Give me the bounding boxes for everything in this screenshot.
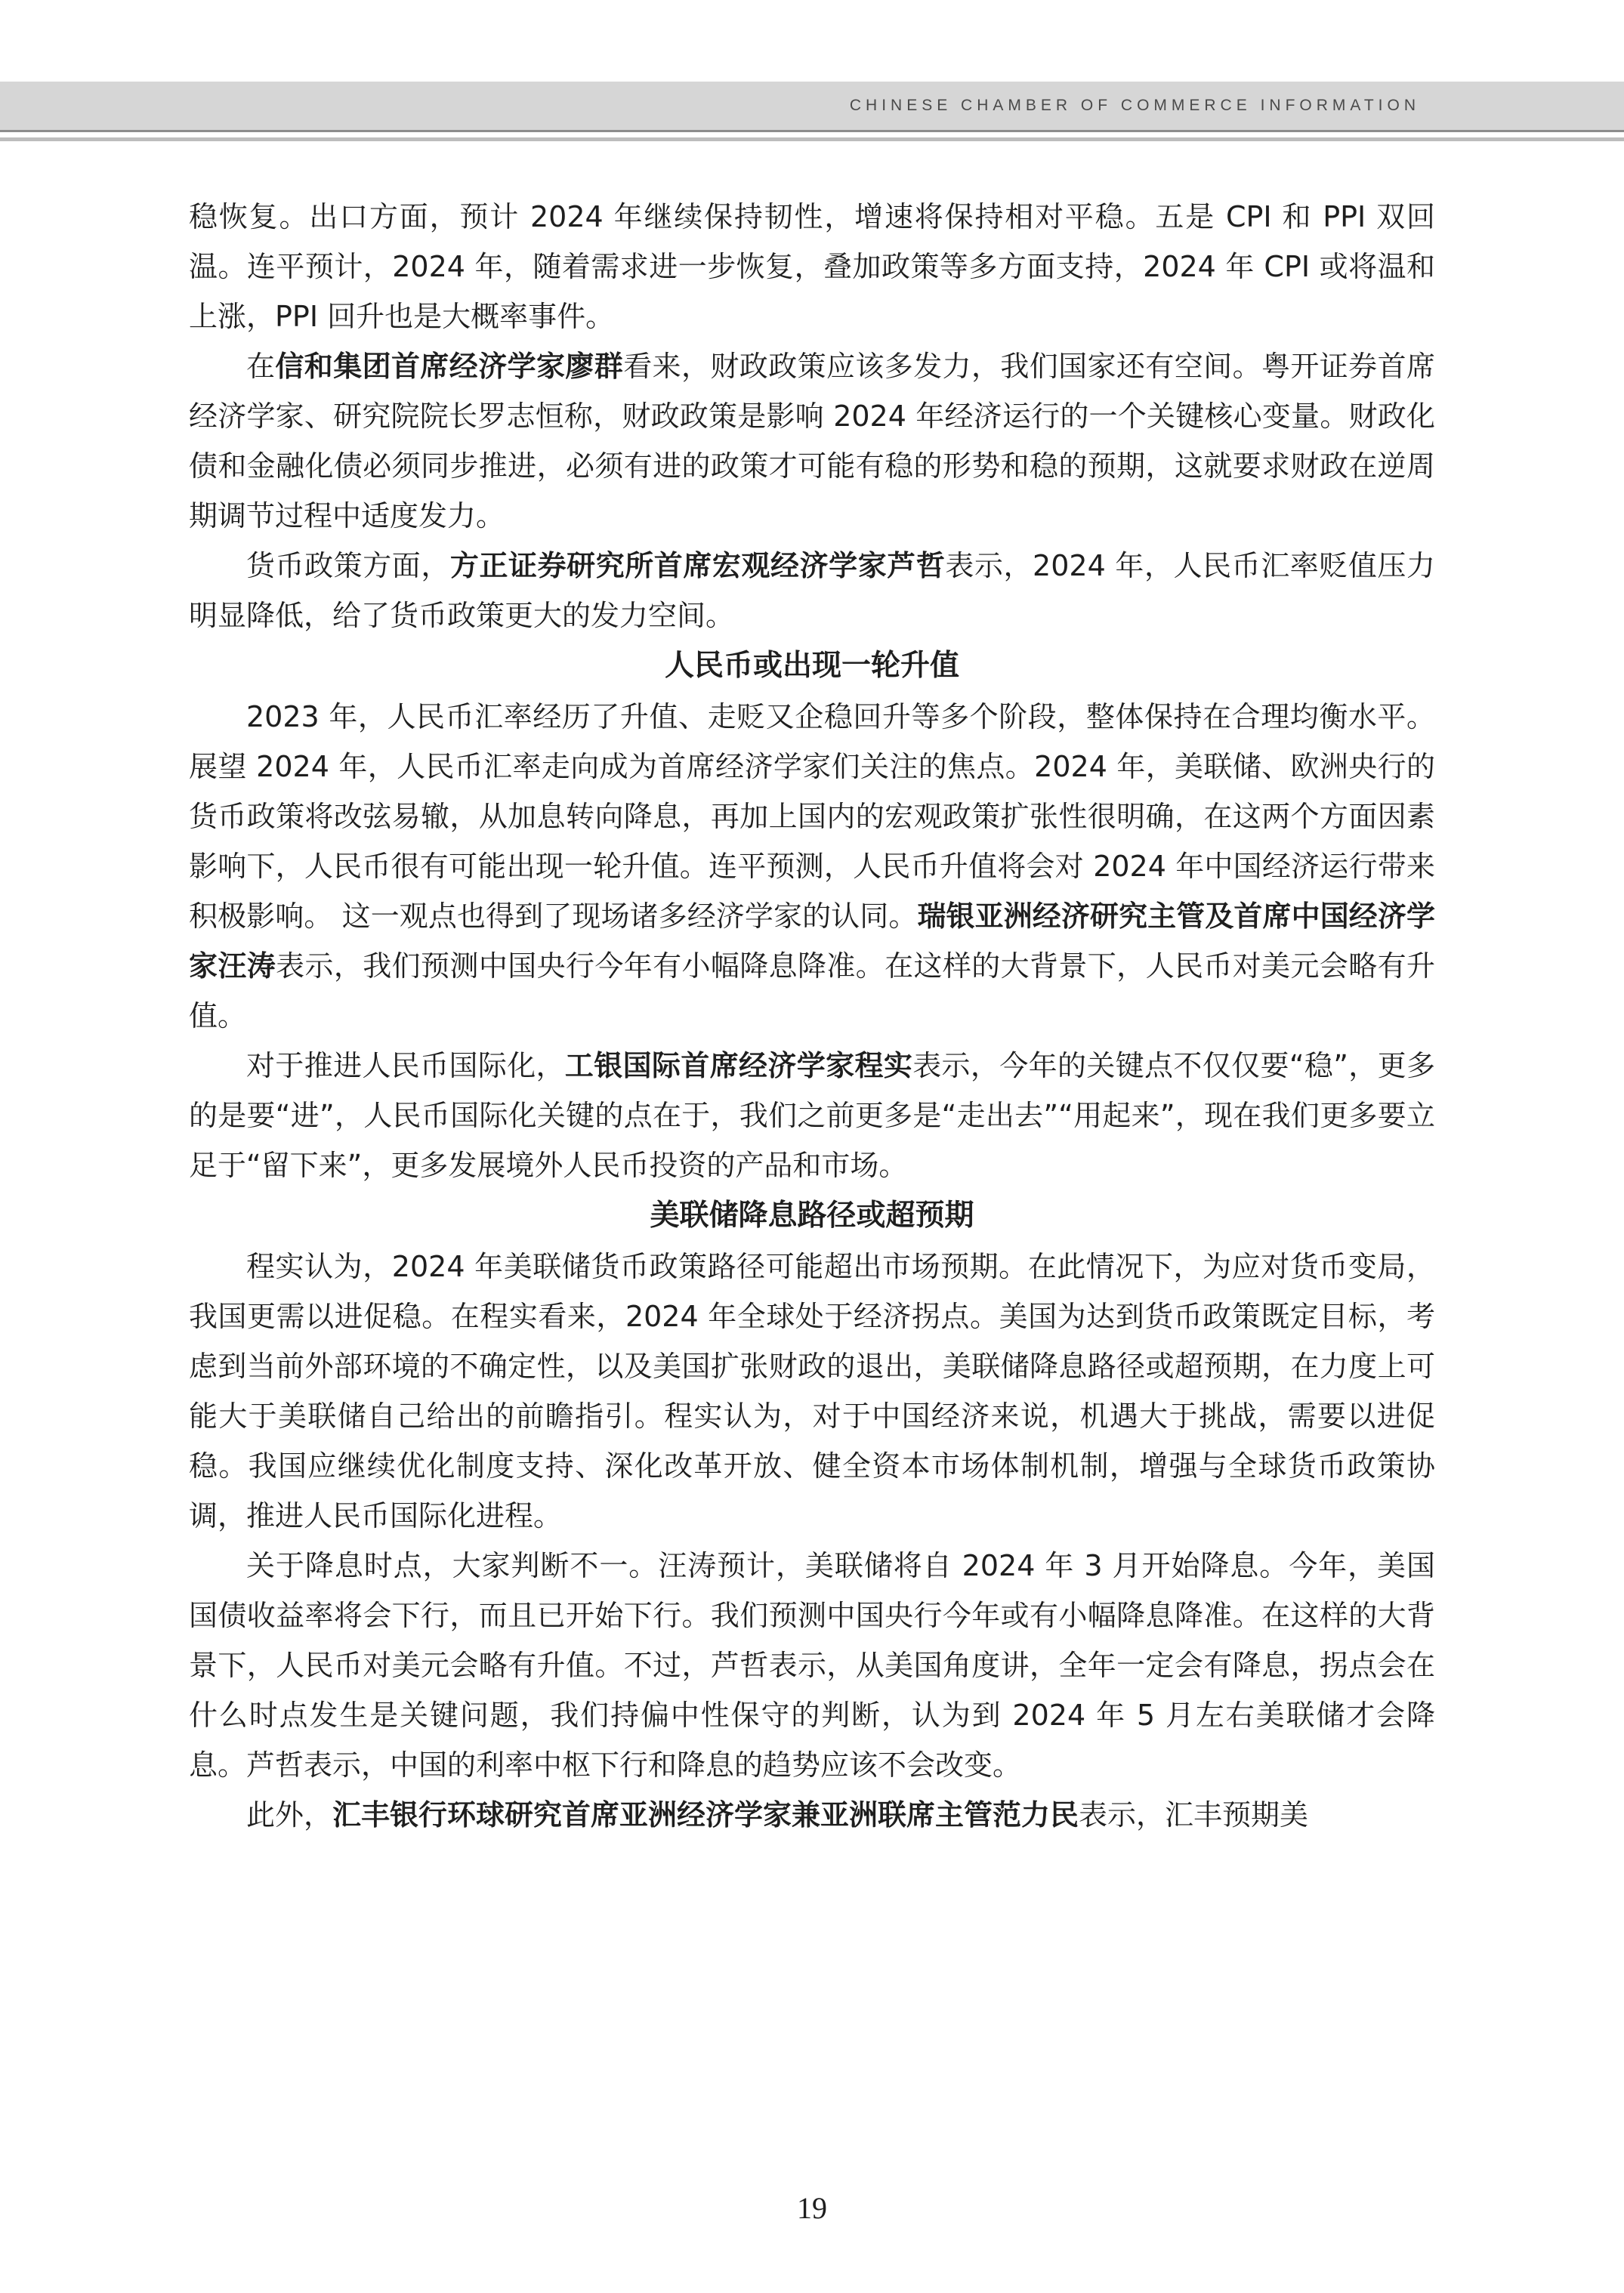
article-body [189, 192, 1435, 1840]
paragraph [189, 541, 1435, 640]
text-span: 表示，2024 年，人民币汇率贬值压力明显降低，给了货币政策更大的发力空间。 [189, 549, 1435, 632]
text-span: 表示，今年的关键点不仅仅要“稳”，更多的是要“进”，人民币国际化关键的点在于，我们之前更多是“走出去”“用起来”，现在我们更多要立足于“留下来”，更多发展境外人民币投资的产品和市场。 [189, 1049, 1435, 1182]
text-span: 稳恢复。出口方面，预计 2024 年继续保持韧性，增速将保持相对平稳。五是 CPI 和 PPI 双回温。连平预计，2024 年，随着需求进一步恢复，叠加政策等多方面支持，2024 年 CPI 或将温和上涨，PPI 回升也是大概率事件。 [189, 200, 1435, 333]
text-span: 2023 年，人民币汇率经历了升值、走贬又企稳回升等多个阶段，整体保持在合理均衡水平。展望 2024 年，人民币汇率走向成为首席经济学家们关注的焦点。2024 年，美联储、欧洲央行的货币政策将改弦易辙，从加息转向降息，再加上国内的宏观政策扩张性很明确，在这两个方面因素影响下，人民币很有可能出现一轮升值。连平预测，人民币升值将会对 2024 年中国经济运行带来积极影响。 这一观点也得到了现场诸多经济学家的认同。 [189, 700, 1435, 933]
paragraph [189, 1041, 1435, 1190]
section-heading: 人民币或出现一轮升值 [664, 649, 959, 683]
paragraph [189, 1541, 1435, 1790]
paragraph [189, 1242, 1435, 1541]
text-span: 看来，财政政策应该多发力，我们国家还有空间。粤开证券首席经济学家、研究院院长罗志恒称，财政政策是影响 2024 年经济运行的一个关键核心变量。财政化债和金融化债必须同步推进，必须有进的政策才可能有稳的形势和稳的预期，这就要求财政在逆周期调节过程中适度发力。 [189, 350, 1435, 532]
bold-name-span: 汇丰银行环球研究首席亚洲经济学家兼亚洲联席主管范力民 [332, 1798, 1079, 1832]
paragraph [189, 1790, 1435, 1840]
text-span: 此外， [246, 1798, 333, 1832]
section-heading: 美联储降息路径或超预期 [650, 1199, 974, 1233]
paragraph [189, 192, 1435, 341]
header-title: CHINESE CHAMBER OF COMMERCE INFORMATION [849, 97, 1420, 114]
text-span: 在 [246, 350, 276, 383]
bold-name-span: 方正证券研究所首席宏观经济学家芦哲 [449, 549, 946, 582]
text-span: 关于降息时点，大家判断不一。汪涛预计，美联储将自 2024 年 3 月开始降息。今年，美国国债收益率将会下行，而且已开始下行。我们预测中国央行今年或有小幅降息降准。在这样的大背景下，人民币对美元会略有升值。不过，芦哲表示，从美国角度讲，全年一定会有降息，拐点会在什么时点发生是关键问题，我们持偏中性保守的判断，认为到 2024 年 5 月左右美联储才会降息。芦哲表示，中国的利率中枢下行和降息的趋势应该不会改变。 [189, 1549, 1435, 1782]
text-span: 表示，我们预测中国央行今年有小幅降息降准。在这样的大背景下，人民币对美元会略有升值。 [189, 949, 1435, 1032]
bold-name-span: 工银国际首席经济学家程实 [564, 1049, 913, 1082]
bold-name-span: 信和集团首席经济学家廖群 [275, 350, 624, 383]
text-span: 对于推进人民币国际化， [246, 1049, 565, 1082]
paragraph [189, 692, 1435, 1041]
header-rule [0, 130, 1624, 132]
text-span: 货币政策方面， [246, 549, 450, 582]
paragraph [189, 341, 1435, 541]
page-number: 19 [797, 2191, 827, 2225]
text-span: 表示，汇丰预期美 [1079, 1798, 1309, 1832]
text-span: 程实认为，2024 年美联储货币政策路径可能超出市场预期。在此情况下，为应对货币变局，我国更需以进促稳。在程实看来，2024 年全球处于经济拐点。美国为达到货币政策既定目标，考虑到当前外部环境的不确定性，以及美国扩张财政的退出，美联储降息路径或超预期，在力度上可能大于美联储自己给出的前瞻指引。程实认为，对于中国经济来说，机遇大于挑战，需要以进促稳。我国应继续优化制度支持、深化改革开放、健全资本市场体制机制，增强与全球货币政策协调，推进人民币国际化进程。 [189, 1250, 1435, 1532]
header-rule-thick [0, 137, 1624, 141]
bold-name-span: 瑞银亚洲经济研究主管及首席中国经济学家汪涛 [189, 900, 1435, 983]
